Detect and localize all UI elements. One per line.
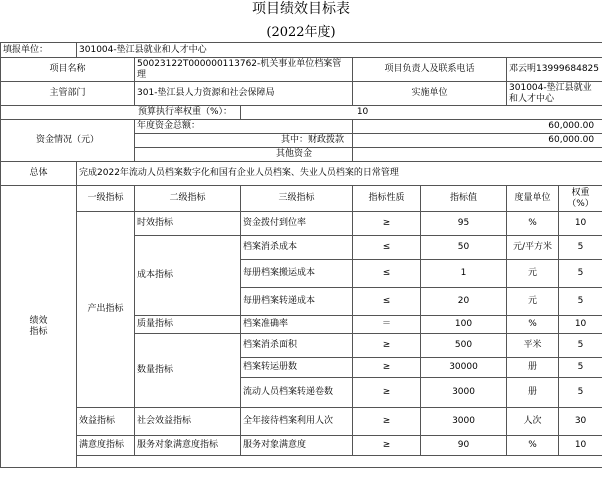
total-funds-label: 年度资金总额：: [135, 120, 353, 134]
indicator-unit: 元: [507, 260, 559, 288]
indicator-nature: ≥: [353, 358, 421, 378]
indicator-nature: ≤: [353, 288, 421, 316]
header-nature: 指标性质: [353, 186, 421, 212]
impl-value: 301004-垫江县就业和人才中心: [507, 82, 602, 106]
indicator-unit: %: [507, 436, 559, 456]
indicator-nature: ≥: [353, 212, 421, 236]
indicator-value: 3000: [421, 408, 507, 436]
indicator-nature: ≤: [353, 260, 421, 288]
dept-value: 301-垫江县人力资源和社会保障局: [135, 82, 353, 106]
overall-goal: 完成2022年流动人员档案数字化和国有企业人员档案、失业人员档案的日常管理: [77, 162, 602, 186]
indicator-row: [1, 212, 602, 236]
level1-output: 产出指标: [77, 212, 135, 408]
header-weight: 权重（%）: [559, 186, 602, 212]
dept-label: 主管部门: [1, 82, 135, 106]
level2-quality: 质量指标: [135, 316, 241, 334]
perf-indicator-label: 绩效指标: [1, 186, 77, 468]
indicator-value: 3000: [421, 378, 507, 408]
indicator-value: 100: [421, 316, 507, 334]
indicator-weight: 5: [559, 260, 602, 288]
indicator-nature: ≥: [353, 334, 421, 358]
impl-label: 实施单位: [353, 82, 507, 106]
header-unit: 度量单位: [507, 186, 559, 212]
header-level1: 一级指标: [77, 186, 135, 212]
indicator-nature: ＝: [353, 316, 421, 334]
budget-rate-value: 10: [241, 106, 602, 120]
indicator-weight: 10: [559, 316, 602, 334]
header-value: 指标值: [421, 186, 507, 212]
indicator-weight: 5: [559, 358, 602, 378]
fiscal-funds-label: 其中：财政拨款: [135, 134, 353, 148]
indicator-name: 服务对象满意度: [241, 436, 353, 456]
indicator-row: [1, 408, 602, 436]
performance-table: [0, 42, 602, 468]
indicator-weight: 10: [559, 212, 602, 236]
indicator-row: [1, 436, 602, 456]
level1-satisfaction: 满意度指标: [77, 436, 135, 456]
indicator-name: 每册档案搬运成本: [241, 260, 353, 288]
indicator-value: 1: [421, 260, 507, 288]
indicator-name: 资金拨付到位率: [241, 212, 353, 236]
fill-unit-label: 填报单位：: [1, 43, 77, 58]
indicator-nature: ≥: [353, 436, 421, 456]
indicator-value: 90: [421, 436, 507, 456]
indicator-unit: 人次: [507, 408, 559, 436]
indicator-name: 每册档案转递成本: [241, 288, 353, 316]
fiscal-funds-value: 60,000.00: [353, 134, 602, 148]
indicator-name: 档案准确率: [241, 316, 353, 334]
indicator-value: 20: [421, 288, 507, 316]
indicator-nature: ≥: [353, 408, 421, 436]
indicator-value: 30000: [421, 358, 507, 378]
indicator-unit: %: [507, 212, 559, 236]
funds-label: 资金情况（元）: [1, 120, 135, 162]
level2-timeliness: 时效指标: [135, 212, 241, 236]
indicator-weight: 10: [559, 436, 602, 456]
indicator-weight: 5: [559, 288, 602, 316]
level2-cost: 成本指标: [135, 236, 241, 316]
indicator-unit: 册: [507, 378, 559, 408]
page-title: 项目绩效目标表: [252, 1, 350, 17]
project-name-value: 50023122T000000113762-机关事业单位档案管理: [135, 58, 353, 82]
fill-unit-value: 301004-垫江县就业和人才中心: [77, 43, 602, 58]
header-level3: 三级指标: [241, 186, 353, 212]
level2-quantity: 数量指标: [135, 334, 241, 408]
owner-value: 邓云明13999684825: [507, 58, 602, 82]
indicator-name: 流动人员档案转递卷数: [241, 378, 353, 408]
level2-service: 服务对象满意度指标: [135, 436, 241, 456]
budget-rate-label: 预算执行率权重（%）：: [1, 106, 241, 120]
indicator-unit: %: [507, 316, 559, 334]
indicator-weight: 5: [559, 334, 602, 358]
indicator-nature: ≤: [353, 236, 421, 260]
indicator-unit: 元: [507, 288, 559, 316]
level1-benefit: 效益指标: [77, 408, 135, 436]
indicator-name: 全年接待档案利用人次: [241, 408, 353, 436]
year-subtitle: (2022年度): [266, 25, 336, 40]
indicator-name: 档案消杀面积: [241, 334, 353, 358]
indicator-nature: ≥: [353, 378, 421, 408]
indicator-unit: 平米: [507, 334, 559, 358]
owner-label: 项目负责人及联系电话: [353, 58, 507, 82]
indicator-weight: 5: [559, 236, 602, 260]
overall-label: 总体: [1, 162, 77, 186]
header-level2: 二级指标: [135, 186, 241, 212]
indicator-name: 档案转运册数: [241, 358, 353, 378]
project-name-label: 项目名称: [1, 58, 135, 82]
indicator-weight: 5: [559, 378, 602, 408]
other-funds-label: 其他资金: [135, 148, 353, 162]
other-funds-value: [353, 148, 602, 162]
indicator-name: 档案消杀成本: [241, 236, 353, 260]
indicator-weight: 30: [559, 408, 602, 436]
table-bottom-spacer: [77, 456, 602, 468]
indicator-value: 95: [421, 212, 507, 236]
indicator-unit: 册: [507, 358, 559, 378]
indicator-unit: 元/平方米: [507, 236, 559, 260]
total-funds-value: 60,000.00: [353, 120, 602, 134]
indicator-value: 500: [421, 334, 507, 358]
indicator-value: 50: [421, 236, 507, 260]
level2-social: 社会效益指标: [135, 408, 241, 436]
